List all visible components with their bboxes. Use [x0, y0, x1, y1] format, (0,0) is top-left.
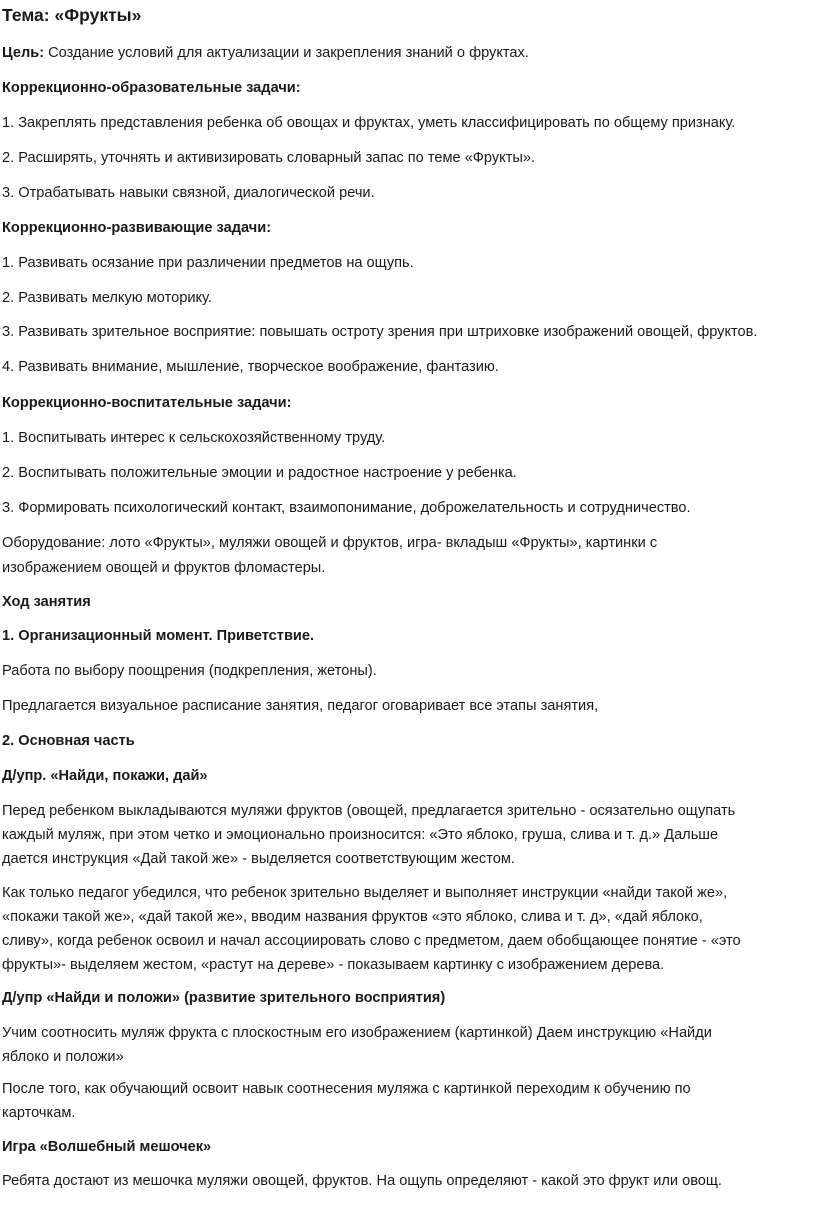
task-item: 4. Развивать внимание, мышление, творческое воображение, фантазию. [2, 359, 499, 375]
paragraph-line: Как только педагог убедился, что ребенок зрительно выделяет и выполняет инструкции «найди такой же», [2, 885, 728, 901]
paragraph-line: Предлагается визуальное расписание занятия, педагог оговаривает все этапы занятия, [2, 698, 599, 714]
paragraph-line: яблоко и положи» [2, 1049, 124, 1065]
step2-heading: 2. Основная часть [2, 733, 135, 749]
step1-heading: 1. Организационный момент. Приветствие. [2, 628, 315, 644]
goal-text: Создание условий для актуализации и закрепления знаний о фруктах. [44, 45, 529, 61]
task-item: 3. Развивать зрительное восприятие: повышать остроту зрения при штриховке изображений овощей, фруктов. [2, 324, 758, 340]
task-item: 3. Отрабатывать навыки связной, диалогической речи. [2, 185, 375, 201]
paragraph-line: Работа по выбору поощрения (подкрепления, жетоны). [2, 663, 377, 679]
paragraph-line: Учим соотносить муляж фрукта с плоскостным его изображением (картинкой) Даем инструкцию «Найди [2, 1025, 712, 1041]
task-item: 2. Воспитывать положительные эмоции и радостное настроение у ребенка. [2, 465, 517, 481]
task-item: 2. Расширять, уточнять и активизировать словарный запас по теме «Фрукты». [2, 150, 536, 166]
task-item: 3. Формировать психологический контакт, взаимопонимание, доброжелательность и сотрудничество. [2, 500, 691, 516]
task-item: 1. Развивать осязание при различении предметов на ощупь. [2, 255, 414, 271]
goal-line [2, 41, 529, 65]
document-title: Тема: «Фрукты» [2, 5, 142, 25]
task-item: 1. Воспитывать интерес к сельскохозяйственному труду. [2, 430, 386, 446]
paragraph-line: После того, как обучающий освоит навык соотнесения муляжа с картинкой переходим к обучению по [2, 1081, 691, 1097]
paragraph-line: дается инструкция «Дай такой же» - выделяется соответствующим жестом. [2, 851, 515, 867]
game3-heading: Игра «Волшебный мешочек» [2, 1139, 212, 1155]
game2-heading: Д/упр «Найди и положи» (развитие зрительного восприятия) [2, 990, 446, 1006]
course-heading: Ход занятия [2, 594, 91, 610]
goal-label: Цель: [2, 45, 45, 61]
paragraph-line: Ребята достают из мешочка муляжи овощей, фруктов. На ощупь определяют - какой это фрукт или овощ. [2, 1173, 722, 1189]
paragraph-line: «покажи такой же», «дай такой же», вводим названия фруктов «это яблоко, слива и т. д», «дай яблоко, [2, 909, 703, 925]
section-heading: Коррекционно-образовательные задачи: [2, 80, 301, 96]
section-heading: Коррекционно-развивающие задачи: [2, 220, 272, 236]
paragraph-line: фрукты»- выделяем жестом, «растут на дереве» - показываем картинку с изображением дерева. [2, 957, 665, 973]
paragraph-line: карточкам. [2, 1105, 76, 1121]
game1-heading: Д/упр. «Найди, покажи, дай» [2, 768, 208, 784]
section-heading: Коррекционно-воспитательные задачи: [2, 395, 292, 411]
task-item: 1. Закреплять представления ребенка об овощах и фруктах, уметь классифицировать по общему признаку. [2, 115, 736, 131]
paragraph-line: каждый муляж, при этом четко и эмоционально произносится: «Это яблоко, груша, слива и т. д.» Дальше [2, 827, 719, 843]
paragraph-line: Перед ребенком выкладываются муляжи фруктов (овощей, предлагается зрительно - осязательно ощупать [2, 803, 736, 819]
task-item: 2. Развивать мелкую моторику. [2, 290, 212, 306]
paragraph-line: сливу», когда ребенок освоил и начал ассоциировать слово с предметом, даем обобщающее понятие - «это [2, 933, 741, 949]
equipment-line: изображением овощей и фруктов фломастеры. [2, 560, 326, 576]
equipment-line: Оборудование: лото «Фрукты», муляжи овощей и фруктов, игра- вкладыш «Фрукты», картинки с [2, 535, 658, 551]
